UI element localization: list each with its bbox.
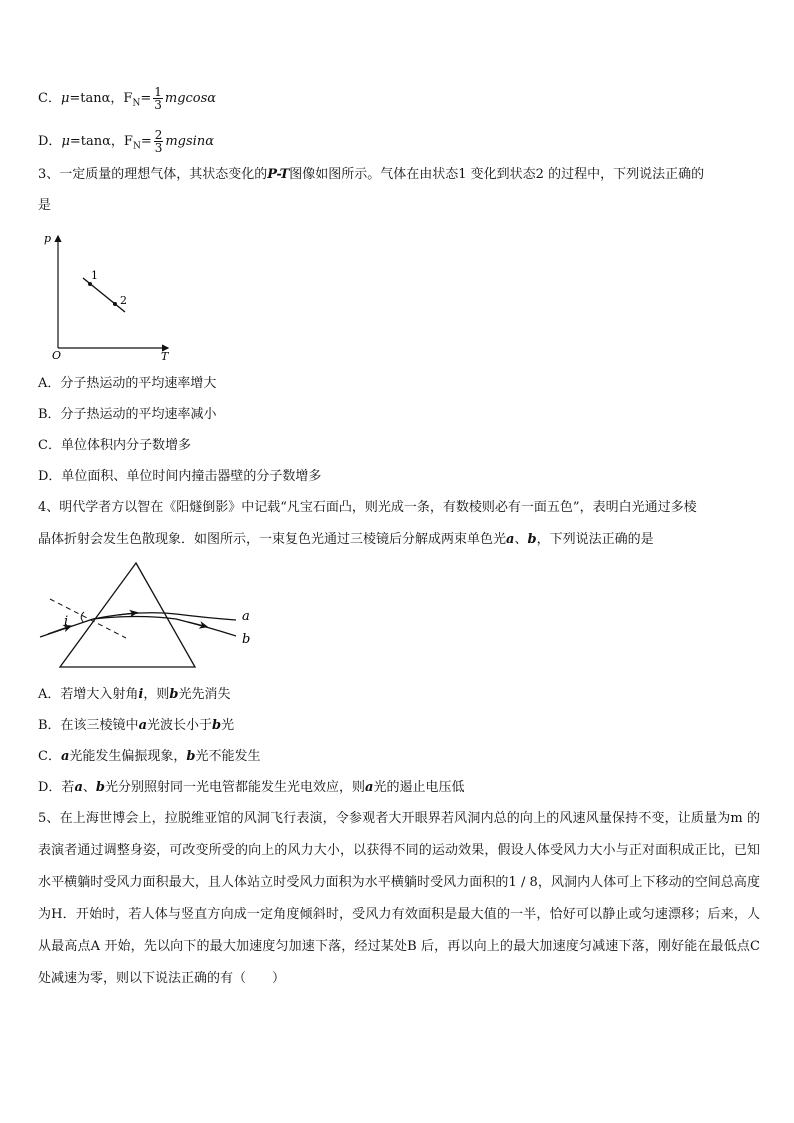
q4-option-a — [38, 686, 230, 704]
q4-prism-figure — [38, 558, 268, 673]
option-text: 光能发生偏振现象， — [69, 749, 187, 764]
state-1-label: 1 — [91, 269, 98, 282]
x-axis-label: T — [161, 350, 169, 363]
separator: 、 — [514, 532, 528, 547]
q3-stem-line2: 是 — [38, 198, 52, 213]
ray-b-arrow — [188, 622, 204, 626]
symbol-b: b — [95, 780, 105, 795]
angle-i-label: i — [64, 614, 69, 629]
option-label: C． — [38, 91, 61, 106]
numerator: 2 — [154, 128, 163, 142]
ray-b-path — [93, 617, 236, 637]
symbol-b: b — [212, 718, 222, 733]
subscript: N — [132, 141, 141, 152]
subscript: N — [132, 98, 141, 109]
normal-dashed-line — [50, 599, 126, 638]
option-text: 光波长小于 — [147, 718, 213, 733]
option-d-prev — [38, 129, 214, 156]
option-text: 光的遏止电压低 — [373, 780, 465, 795]
option-text: B．在该三棱镜中 — [38, 718, 139, 733]
q3-option-b: B．分子热运动的平均速率减小 — [38, 407, 217, 422]
equals: = — [140, 134, 152, 149]
q3-stem-text: 图像如图所示。气体在由状态1 变化到状态2 的过程中，下列说法正确的 — [289, 167, 705, 182]
y-axis-label: p — [44, 232, 52, 245]
angle-arc — [81, 612, 84, 622]
q5-stem: 5、在上海世博会上，拉脱维亚馆的风洞飞行表演，令参观者大开眼界若风洞内总的向上的风速风量保持不变，让质量为m 的表演者通过调整身姿，可改变所受的向上的风力大小，以获得不同的运动效果，假设人体受风力大小与正对面积成正比，已知水平横躺时受风力面积最大，且人体站立时受风力面积为水平横躺时受风力面积的1 / 8，风洞内人体可上下移动的空间总高度为H．开始时，若人体与竖直方向成一定角度倾斜时，受风力有效面积是最大值的一半，恰好可以静止或匀速漂移；后来，人从最高点A 开始，先以向下的最大加速度匀加速下落，经过某处B 后，再以向上的最大加速度匀减速下落，刚好能在最低点C 处减速为零，则以下说法正确的有（ ） — [38, 811, 760, 986]
q3-option-a: A．分子热运动的平均速率增大 — [38, 376, 217, 391]
option-text: A．若增大入射角 — [38, 687, 139, 702]
symbol-b: b — [169, 687, 179, 702]
q4-option-c — [38, 748, 261, 766]
equation-tail: mgsinα — [165, 134, 214, 149]
symbol-i: i — [138, 687, 144, 702]
option-text: 光先消失 — [178, 687, 231, 702]
origin-label: O — [52, 349, 62, 362]
mu-symbol: μ — [61, 134, 70, 149]
option-text: C． — [38, 749, 61, 764]
option-text: 、 — [82, 780, 96, 795]
equals: = — [140, 91, 152, 106]
q3-option-d: D．单位面积、单位时间内撞击器壁的分子数增多 — [38, 469, 322, 484]
q4-option-d — [38, 779, 464, 797]
option-text: ，则 — [143, 687, 170, 702]
equation-part: =tanα，F — [69, 134, 133, 149]
symbol-a: a — [138, 718, 147, 733]
denominator: 3 — [154, 98, 162, 112]
fraction — [153, 86, 163, 111]
q4-option-b — [38, 717, 234, 735]
symbol-a: a — [365, 780, 374, 795]
option-c-prev — [38, 86, 216, 113]
numerator: 1 — [154, 85, 162, 99]
symbol-a: a — [60, 749, 70, 764]
q4-stem-line2 — [38, 531, 654, 549]
symbol-b: b — [527, 532, 537, 547]
q3-pt-label: P-T — [267, 167, 290, 182]
option-text: 光 — [221, 718, 235, 733]
q3-option-c: C．单位体积内分子数增多 — [38, 438, 191, 453]
ray-a-label: a — [242, 609, 250, 624]
symbol-b: b — [186, 749, 196, 764]
state-1-point — [88, 282, 92, 286]
q3-stem-text: 3、一定质量的理想气体，其状态变化的 — [38, 167, 268, 182]
equation-part: =tanα，F — [69, 91, 133, 106]
equation-tail: mgcosα — [164, 91, 217, 106]
q3-stem-line1 — [38, 166, 704, 184]
prism-triangle — [60, 563, 195, 667]
option-text: D．若 — [38, 780, 75, 795]
q3-pt-graph — [38, 228, 178, 363]
q4-stem-text: ，下列说法正确的是 — [536, 532, 654, 547]
denominator: 3 — [154, 141, 163, 155]
q4-stem-line1: 4、明代学者方以智在《阳燧倒影》中记载“凡宝石面凸，则光成一条，有数棱则必有一面五色”，表明白光通过多棱 — [38, 500, 697, 515]
option-text: 光分别照射同一光电管都能发生光电效应，则 — [104, 780, 365, 795]
option-text: 光不能发生 — [195, 749, 261, 764]
fraction — [154, 129, 164, 154]
ray-b-label: b — [242, 632, 251, 647]
state-2-point — [113, 302, 117, 306]
q4-stem-text: 晶体折射会发生色散现象．如图所示，一束复色光通过三棱镜后分解成两束单色光 — [38, 532, 507, 547]
state-2-label: 2 — [120, 294, 127, 307]
mu-symbol: μ — [60, 91, 70, 106]
symbol-a: a — [506, 532, 515, 547]
symbol-a: a — [74, 780, 83, 795]
option-label: D． — [38, 134, 62, 149]
